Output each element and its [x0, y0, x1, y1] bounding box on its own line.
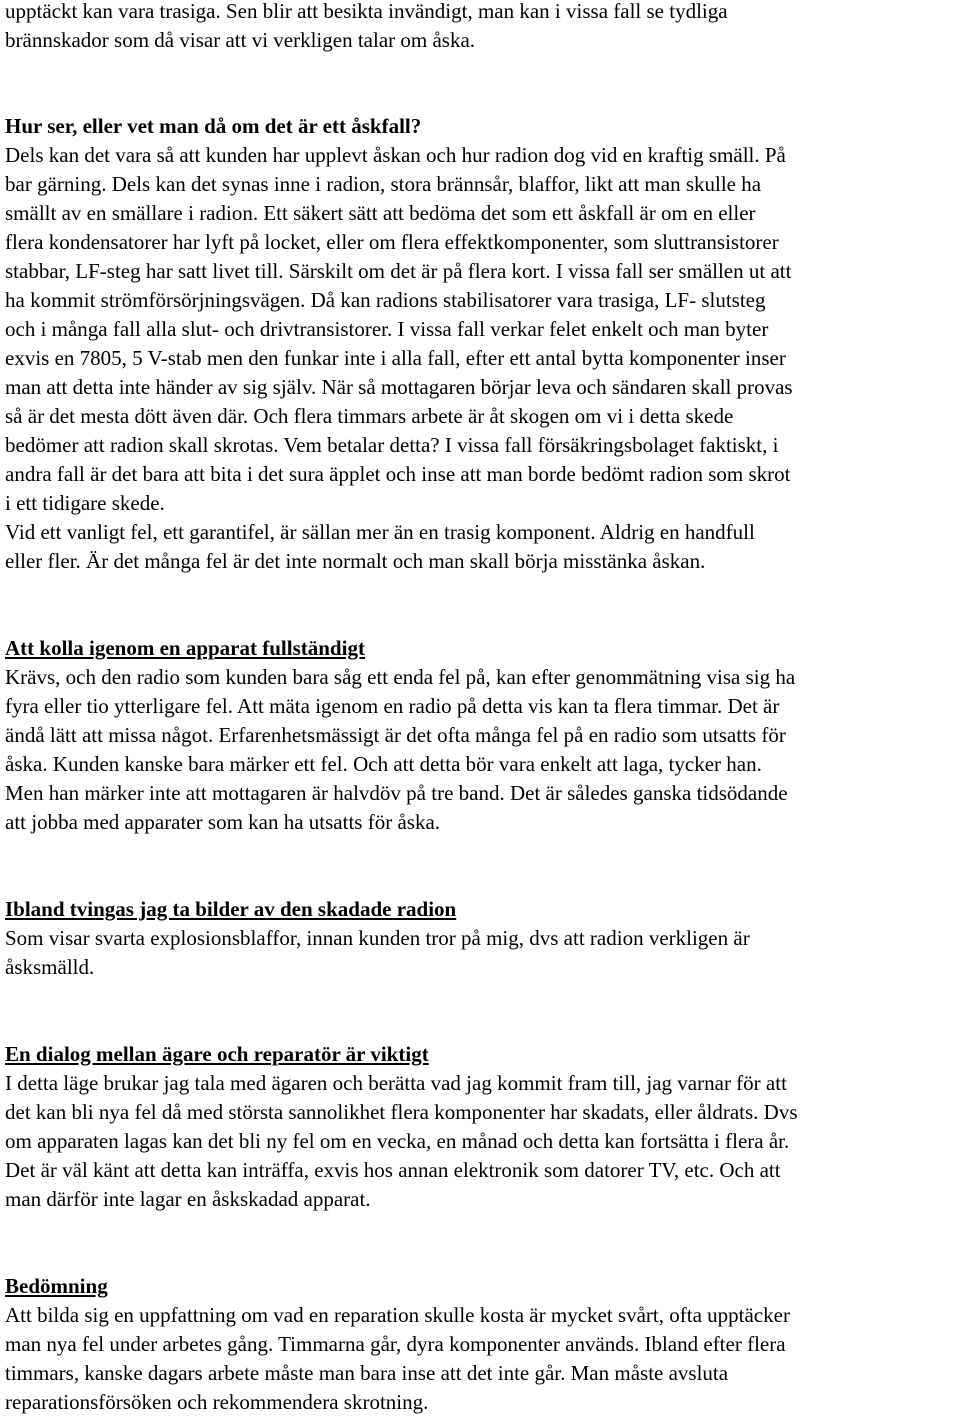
section-photos: [5, 895, 957, 982]
paragraph-line: smällt av en smällare i radion. Ett säkert sätt att bedöma det som ett åskfall är om en eller: [5, 201, 756, 225]
section-full-check: [5, 634, 957, 837]
section-heading: Ibland tvingas jag ta bilder av den skadade radion: [5, 897, 457, 921]
paragraph-line: eller fler. Är det många fel är det inte normalt och man skall börja misstänka åskan.: [5, 549, 706, 573]
section-heading: Att kolla igenom en apparat fullständigt: [5, 636, 365, 660]
paragraph-line: i ett tidigare skede.: [5, 491, 165, 515]
paragraph-line: man därför inte lagar en åskskadad apparat.: [5, 1187, 371, 1211]
paragraph-line: Vid ett vanligt fel, ett garantifel, är sällan mer än en trasig komponent. Aldrig en handfull: [5, 520, 755, 544]
paragraph-line: upptäckt kan vara trasiga. Sen blir att besikta invändigt, man kan i vissa fall se tydliga: [5, 0, 728, 23]
section-heading: En dialog mellan ägare och reparatör är viktigt: [5, 1042, 429, 1066]
paragraph-line: Att bilda sig en uppfattning om vad en reparation skulle kosta är mycket svårt, ofta upptäcker: [5, 1303, 790, 1327]
document-page: [5, 0, 957, 1417]
paragraph-line: brännskador som då visar att vi verkligen talar om åska.: [5, 28, 476, 52]
paragraph-line: och i många fall alla slut- och drivtransistorer. I vissa fall verkar felet enkelt och man byter: [5, 317, 769, 341]
paragraph-line: Det är väl känt att detta kan inträffa, exvis hos annan elektronik som datorer TV, etc. Och att: [5, 1158, 781, 1182]
section-gap: [5, 576, 957, 634]
paragraph-line: stabbar, LF-steg har satt livet till. Särskilt om det är på flera kort. I vissa fall ser smällen ut att: [5, 259, 792, 283]
section-assessment: [5, 1272, 957, 1417]
paragraph-line: ändå lätt att missa något. Erfarenhetsmässigt är det ofta många fel på en radio som utsatts för: [5, 723, 786, 747]
section-dialog: [5, 1040, 957, 1214]
paragraph-line: andra fall är det bara att bita i det sura äpplet och inse att man borde bedömt radion som skrot: [5, 462, 791, 486]
paragraph-line: bedömer att radion skall skrotas. Vem betalar detta? I vissa fall försäkringsbolaget faktiskt, i: [5, 433, 779, 457]
paragraph-line: Dels kan det vara så att kunden har upplevt åskan och hur radion dog vid en kraftig smäll. På: [5, 143, 786, 167]
paragraph-line: åska. Kunden kanske bara märker ett fel. Och att detta bör vara enkelt att laga, tycker han.: [5, 752, 762, 776]
section-gap: [5, 982, 957, 1040]
paragraph-line: reparationsförsöken och rekommendera skrotning.: [5, 1390, 429, 1414]
paragraph-line: man nya fel under arbetes gång. Timmarna går, dyra komponenter används. Ibland efter flera: [5, 1332, 786, 1356]
paragraph-line: om apparaten lagas kan det bli ny fel om en vecka, en månad och detta kan fortsätta i flera år.: [5, 1129, 790, 1153]
paragraph-line: flera kondensatorer har lyft på locket, eller om flera effektkomponenter, som sluttransistorer: [5, 230, 779, 254]
intro-paragraph: [5, 0, 957, 55]
section-heading: Bedömning: [5, 1274, 108, 1298]
section-heading: Hur ser, eller vet man då om det är ett åskfall?: [5, 114, 422, 138]
paragraph-line: fyra eller tio ytterligare fel. Att mäta igenom en radio på detta vis kan ta flera timmar. Det är: [5, 694, 780, 718]
paragraph-line: I detta läge brukar jag tala med ägaren och berätta vad jag kommit fram till, jag varnar för att: [5, 1071, 787, 1095]
paragraph-line: man att detta inte händer av sig själv. När så mottagaren börjar leva och sändaren skall provas: [5, 375, 793, 399]
paragraph-line: Krävs, och den radio som kunden bara såg ett enda fel på, kan efter genommätning visa sig ha: [5, 665, 796, 689]
paragraph-line: timmars, kanske dagars arbete måste man bara inse att det inte går. Man måste avsluta: [5, 1361, 729, 1385]
paragraph-line: bar gärning. Dels kan det synas inne i radion, stora brännsår, blaffor, likt att man skulle ha: [5, 172, 762, 196]
paragraph-line: ha kommit strömförsörjningsvägen. Då kan radions stabilisatorer vara trasiga, LF- slutsteg: [5, 288, 766, 312]
paragraph-line: Men han märker inte att mottagaren är halvdöv på tre band. Det är således ganska tidsödande: [5, 781, 788, 805]
paragraph-line: så är det mesta dött även där. Och flera timmars arbete är åt skogen om vi i detta skede: [5, 404, 734, 428]
section-lightning-detection: [5, 112, 957, 576]
section-gap: [5, 1214, 957, 1272]
section-gap: [5, 55, 957, 112]
paragraph-line: åsksmälld.: [5, 955, 95, 979]
paragraph-line: exvis en 7805, 5 V-stab men den funkar inte i alla fall, efter ett antal bytta komponenter inser: [5, 346, 786, 370]
paragraph-line: att jobba med apparater som kan ha utsatts för åska.: [5, 810, 441, 834]
paragraph-line: det kan bli nya fel då med största sannolikhet flera komponenter har skadats, eller åldrats. Dvs: [5, 1100, 798, 1124]
paragraph-line: Som visar svarta explosionsblaffor, innan kunden tror på mig, dvs att radion verkligen är: [5, 926, 750, 950]
section-gap: [5, 837, 957, 895]
